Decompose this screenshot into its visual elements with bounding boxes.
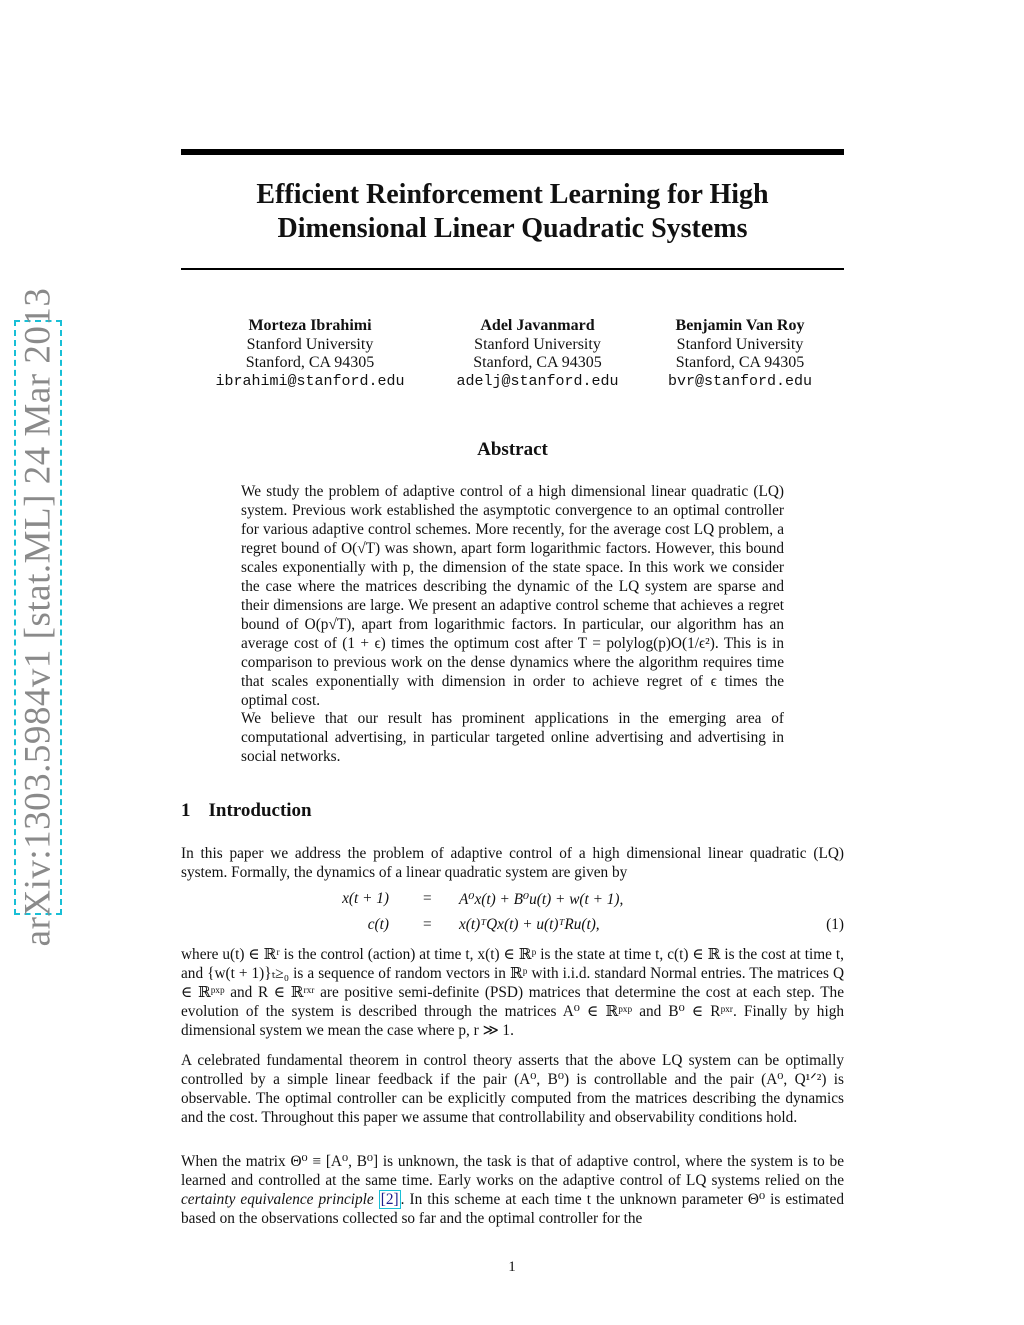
author-address: Stanford, CA 94305 bbox=[675, 354, 805, 371]
intro-text: . In this scheme at each time t the unknown parameter Θ⁰ is estimated based on the observations collected so far and the optimal controller for the bbox=[181, 1191, 844, 1227]
abstract-paragraph: We believe that our result has prominent applications in the emerging area of computational advertising, in particular targeted online advertising and advertising in social networks. bbox=[241, 710, 784, 765]
author-address: Stanford, CA 94305 bbox=[473, 354, 602, 371]
author-name: Morteza Ibrahimi bbox=[248, 317, 372, 334]
equation-rhs: A⁰x(t) + B⁰u(t) + w(t + 1), bbox=[459, 891, 624, 908]
author-name: Benjamin Van Roy bbox=[675, 317, 805, 334]
section-number: 1 bbox=[181, 800, 191, 821]
paper-title: Efficient Reinforcement Learning for High Dimensional Linear Quadratic Systems bbox=[256, 179, 769, 244]
title-bottom-rule bbox=[181, 268, 844, 270]
intro-text: When the matrix Θ⁰ ≡ [A⁰, B⁰] is unknown, the task is that of adaptive control, where the system is to be learned and controlled at the same time. Early works on the adaptive control of LQ systems relied on the bbox=[181, 1153, 844, 1189]
arxiv-stamp bbox=[14, 287, 62, 947]
intro-paragraph: In this paper we address the problem of adaptive control of a high dimensional linear quadratic (LQ) system. Formally, the dynamics of a linear quadratic system are given by bbox=[181, 845, 844, 881]
author-block bbox=[650, 317, 830, 391]
equation-number: (1) bbox=[826, 916, 844, 933]
page-number: 1 bbox=[508, 1259, 516, 1275]
author-affiliation: Stanford University bbox=[246, 335, 374, 353]
equation-lhs: x(t + 1) bbox=[342, 890, 389, 907]
author-name: Adel Javanmard bbox=[480, 317, 595, 334]
author-address: Stanford, CA 94305 bbox=[245, 354, 375, 371]
equation-operator: = bbox=[423, 890, 432, 907]
author-affiliation: Stanford University bbox=[474, 335, 601, 353]
title-top-rule bbox=[181, 149, 844, 155]
equation-operator: = bbox=[423, 916, 432, 933]
author-email: adelj@stanford.edu bbox=[456, 372, 619, 390]
section-title: Introduction bbox=[208, 800, 312, 821]
intro-paragraph bbox=[181, 1152, 844, 1228]
author-email: bvr@stanford.edu bbox=[667, 372, 813, 390]
equation-rhs: x(t)ᵀQx(t) + u(t)ᵀRu(t), bbox=[459, 916, 600, 933]
equation-lhs: c(t) bbox=[367, 916, 389, 933]
intro-paragraph: where u(t) ∈ ℝʳ is the control (action) at time t, x(t) ∈ ℝᵖ is the state at time t, c(t) ∈ ℝ is the cost at time t, and {w(t + 1)}ₜ≥₀ is a sequence of random vectors in ℝᵖ with i.i.d. standard Normal entries. The matrices Q ∈ ℝᵖˣᵖ and R ∈ ℝʳˣʳ are positive semi-definite (PSD) matrices that determine the cost at each step. The evolution of the system is described through the matrices A⁰ ∈ ℝᵖˣᵖ and B⁰ ∈ Rᵖˣʳ. Finally by high dimensional system we mean the case where p, r ≫ 1. bbox=[181, 946, 844, 1039]
intro-paragraph: A celebrated fundamental theorem in control theory asserts that the above LQ system can be optimally controlled by a simple linear feedback if the pair (A⁰, B⁰) is controllable and the pair (A⁰, Q¹ᐟ²) is observable. The optimal controller can be explicitly computed from the matrices describing the dynamics and the cost. Throughout this paper we assume that controllability and observability conditions hold. bbox=[181, 1052, 844, 1126]
emphasis-term: certainty equivalence principle bbox=[181, 1191, 374, 1208]
citation-link[interactable]: [2] bbox=[380, 1191, 399, 1208]
author-block bbox=[200, 317, 420, 391]
section-heading bbox=[181, 800, 330, 822]
abstract-paragraph: We study the problem of adaptive control of a high dimensional linear quadratic (LQ) system. Previous work established the asymptotic convergence to an optimal controller for various adaptive control schemes. More recently, for the average cost LQ problem, a regret bound of O(√T) was shown, apart form logarithmic factors. However, this bound scales exponentially with p, the dimension of the state space. In this work we consider the case where the matrices describing the dynamic of the LQ system are sparse and their dimensions are large. We present an adaptive control scheme that achieves a regret bound of O(p√T), apart from logarithmic factors. In particular, our algorithm has an average cost of (1 + ϵ) times the optimum cost after T = polylog(p)O(1/ϵ²). This is in comparison to previous work on the dense dynamics where the algorithm requires time that scales exponentially with dimension in order to achieve regret of ϵ times the optimal cost. bbox=[241, 483, 784, 709]
author-email: ibrahimi@stanford.edu bbox=[215, 372, 405, 390]
author-block bbox=[440, 317, 635, 391]
author-affiliation: Stanford University bbox=[676, 335, 804, 353]
arxiv-stamp-text: arXiv:1303.5984v1 [stat.ML] 24 Mar 2013 bbox=[17, 287, 59, 947]
abstract-heading: Abstract bbox=[477, 439, 548, 460]
